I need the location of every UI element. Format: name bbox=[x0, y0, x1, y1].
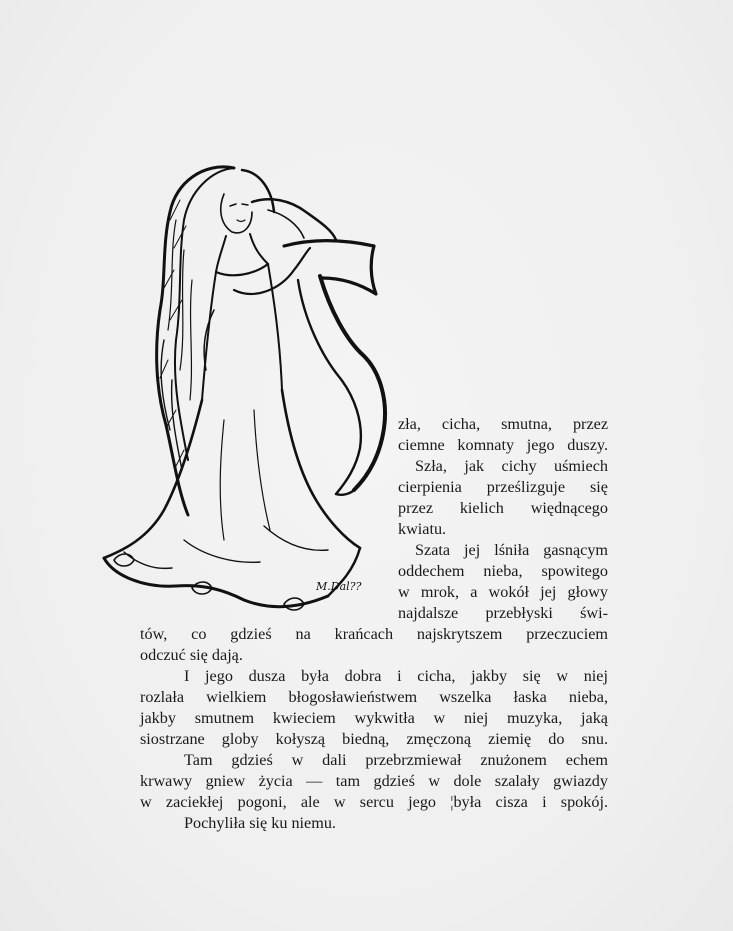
artist-signature: M.Dal?? bbox=[316, 580, 362, 593]
text-line: ciemne komnaty jego duszy. bbox=[398, 436, 608, 454]
text-line: siostrzane globy kołyszą biedną, zmęczoną ziemię do snu. bbox=[140, 730, 608, 748]
text-line: rozlała wielkiem błogosławieństwem wszelka łaska nieba, bbox=[140, 688, 608, 706]
text-line: zła, cicha, smutna, przez bbox=[398, 415, 608, 433]
text-line: cierpienia prześlizguje się bbox=[398, 478, 608, 496]
text-line: oddechem nieba, spowitego bbox=[398, 562, 608, 580]
text-line: przez kielich więdnącego bbox=[398, 499, 608, 517]
text-line: Szła, jak cichy uśmiech bbox=[415, 457, 608, 475]
text-line: I jego dusza była dobra i cicha, jakby się w niej bbox=[184, 667, 608, 685]
text-line: kwiatu. bbox=[398, 520, 447, 538]
woman-illustration bbox=[84, 160, 396, 620]
text-line: w mrok, a wokół jej głowy bbox=[398, 583, 608, 601]
text-line: najdalsze przebłyski świ- bbox=[398, 604, 608, 622]
text-line: odczuć się dają. bbox=[140, 646, 243, 664]
text-line: Tam gdzieś w dali przebrzmiewał znużonem echem bbox=[184, 751, 608, 769]
text-line: w zaciekłej pogoni, ale w sercu jego ¦była cisza i spokój. bbox=[140, 793, 608, 811]
text-line: Szata jej lśniła gasnącym bbox=[415, 541, 608, 559]
text-line: jakby smutnem kwieciem wykwitła w niej muzyka, jaką bbox=[140, 709, 608, 727]
text-line: krwawy gniew życia — tam gdzieś w dole szalały gwiazdy bbox=[140, 772, 608, 790]
text-line: tów, co gdzieś na krańcach najskrytszem przeczuciem bbox=[140, 625, 608, 643]
text-line: Pochyliła się ku niemu. bbox=[184, 814, 336, 832]
